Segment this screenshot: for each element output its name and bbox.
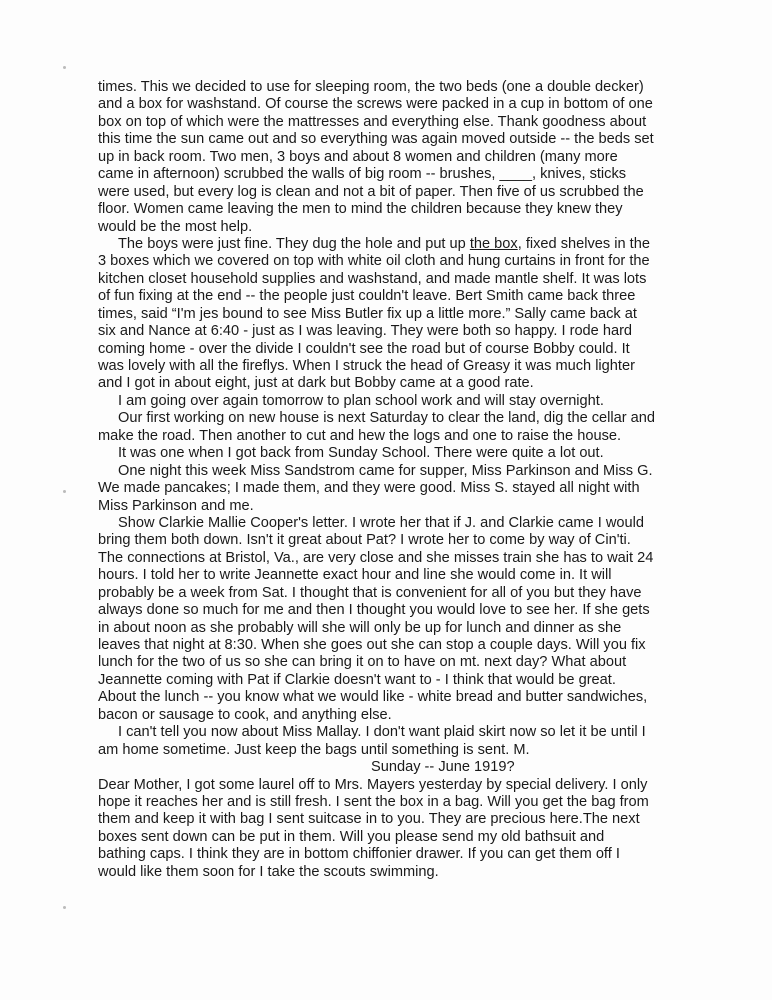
text-line: always done so much for me and then I thought you would love to see her. If she gets	[98, 602, 650, 619]
text-line: We made pancakes; I made them, and they were good. Miss S. stayed all night with	[98, 480, 640, 497]
text-line: times. This we decided to use for sleeping room, the two beds (one a double decker)	[98, 79, 644, 95]
text-line: About the lunch -- you know what we would like - white bread and butter sandwiches,	[98, 689, 648, 706]
text-line: Jeannette coming with Pat if Clarkie doesn't want to - I think that would be great.	[98, 671, 616, 688]
text-line: Dear Mother, I got some laurel off to Mrs. Mayers yesterday by special delivery. I only	[98, 776, 648, 793]
text-line: was lovely with all the fireflys. When I struck the head of Greasy it was much lighter	[98, 358, 635, 374]
text-line: in about noon as she probably will she will only be up for lunch and dinner as she	[98, 619, 622, 636]
text-span: The boys were just fine. They dug the hole and put up	[118, 235, 470, 252]
text-line: leaves that night at 8:30. When she goes out she can stop a couple days. Will you fix	[98, 637, 646, 653]
text-span: , fixed shelves in the	[517, 235, 650, 252]
text-line	[98, 236, 698, 253]
text-line: would like them soon for I take the scouts swimming.	[98, 863, 439, 880]
text-line: were used, but every log is clean and not a bit of paper. Then five of us scrubbed the	[98, 183, 644, 200]
text-line: box on top of which were the mattresses and everything else. Thank goodness about	[98, 113, 647, 130]
text-line: bacon or sausage to cook, and anything else.	[98, 706, 392, 723]
text-line: Show Clarkie Mallie Cooper's letter. I wrote her that if J. and Clarkie came I would	[118, 514, 644, 531]
underlined-text: the box	[469, 235, 518, 252]
text-line: One night this week Miss Sandstrom came for supper, Miss Parkinson and Miss G.	[118, 462, 653, 479]
text-line: bring them both down. Isn't it great about Pat? I wrote her to come by way of Cin'ti.	[98, 532, 631, 549]
text-line: times, said “I'm jes bound to see Miss Butler fix up a little more.” Sally came back at	[98, 305, 637, 322]
text-line: kitchen closet household supplies and washstand, and made mantle shelf. It was lots	[98, 270, 647, 287]
text-line: hope it reaches her and is still fresh. I sent the box in a bag. Will you get the bag from	[98, 793, 649, 810]
scan-speck	[63, 906, 66, 909]
text-line: would be the most help.	[98, 218, 253, 235]
text-line: It was one when I got back from Sunday School. There were quite a lot out.	[118, 445, 604, 462]
scan-speck	[63, 66, 66, 69]
text-line: came in afternoon) scrubbed the walls of big room -- brushes, ____, knives, sticks	[98, 166, 627, 183]
text-line: hours. I told her to write Jeannette exact hour and line she would come in. It will	[98, 567, 612, 584]
text-line: up in back room. Two men, 3 boys and about 8 women and children (many more	[98, 148, 618, 165]
text-line: Our first working on new house is next Saturday to clear the land, dig the cellar and	[118, 410, 656, 427]
text-line: make the road. Then another to cut and hew the logs and one to raise the house.	[98, 427, 622, 444]
text-line: of fun fixing at the end -- the people just couldn't leave. Bert Smith came back three	[98, 288, 636, 305]
scan-speck	[63, 490, 66, 493]
text-line: six and Nance at 6:40 - just as I was leaving. They were both so happy. I rode hard	[98, 323, 633, 340]
text-line: floor. Women came leaving the men to mind the children because they knew they	[98, 201, 623, 218]
text-line: am home sometime. Just keep the bags until something is sent. M.	[98, 741, 530, 758]
text-line: 3 boxes which we covered on top with white oil cloth and hung curtains in front for the	[98, 253, 650, 270]
text-line: I am going over again tomorrow to plan school work and will stay overnight.	[118, 392, 604, 409]
text-line: and I got in about eight, just at dark but Bobby came at a good rate.	[98, 375, 534, 392]
text-line: The connections at Bristol, Va., are very close and she misses train she has to wait 24	[98, 549, 654, 566]
text-line: Miss Parkinson and me.	[98, 497, 254, 514]
text-line: coming home - over the divide I couldn't see the road but of course Bobby could. It	[98, 340, 630, 357]
text-line: I can't tell you now about Miss Mallay. I don't want plaid skirt now so let it be until I	[118, 724, 646, 741]
text-line: probably be a week from Sat. I thought that is convenient for all of you but they have	[98, 584, 642, 601]
text-line: them and keep it with bag I sent suitcase in to you. They are precious here.The next	[98, 811, 640, 828]
text-line: this time the sun came out and so everything was again moved outside -- the beds set	[98, 131, 654, 148]
text-line: bathing caps. I think they are in bottom chiffonier drawer. If you can get them off I	[98, 846, 620, 863]
letter-body	[98, 79, 698, 881]
letter-date-heading: Sunday -- June 1919?	[371, 759, 515, 776]
text-line: lunch for the two of us so she can bring it on to have on mt. next day? What about	[98, 654, 627, 671]
text-line: boxes sent down can be put in them. Will you please send my old bathsuit and	[98, 828, 605, 845]
text-line: and a box for washstand. Of course the screws were packed in a cup in bottom of one	[98, 96, 653, 113]
